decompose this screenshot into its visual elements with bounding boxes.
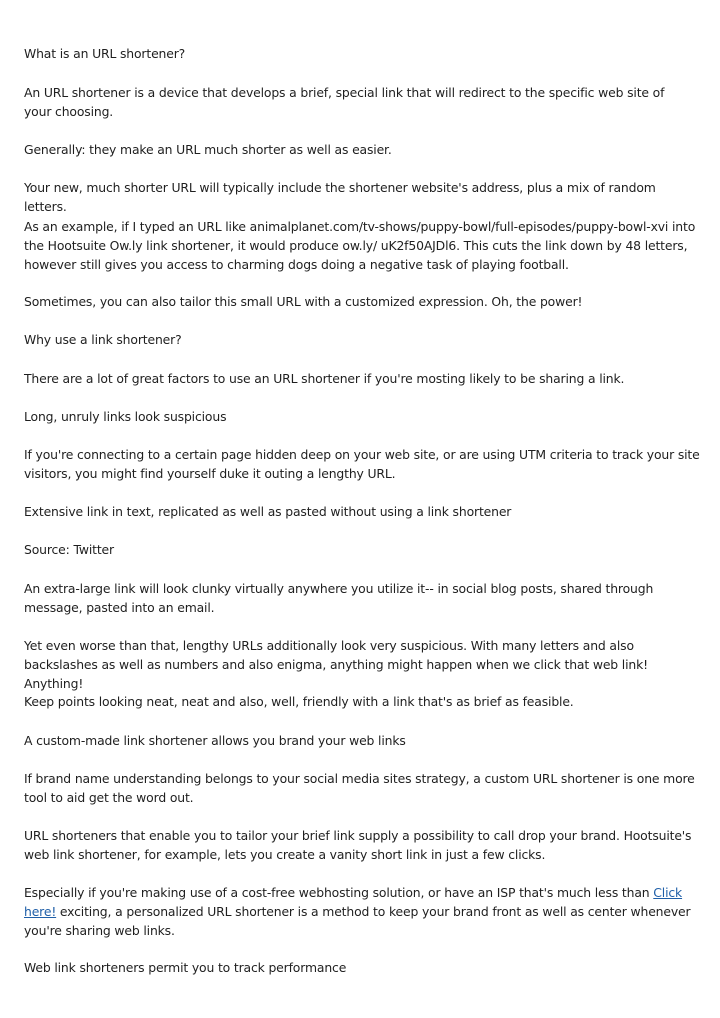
paragraph: Why use a link shortener? (24, 332, 182, 347)
paragraph: An extra-large link will look clunky virtually anywhere you utilize it-- in social blog posts, shared through message, pasted into an email. (24, 581, 654, 615)
paragraph: URL shorteners that enable you to tailor your brief link supply a possibility to call drop your brand. Hootsuite's web link shortener, for example, lets you create a vanity short link in just a few clicks. (24, 828, 692, 862)
paragraph: Long, unruly links look suspicious (24, 409, 227, 424)
paragraph: Source: Twitter (24, 542, 114, 557)
paragraph: Your new, much shorter URL will typically include the shortener website's address, plus a mix of random letters. (24, 180, 656, 214)
paragraph: As an example, if I typed an URL like animalplanet.com/tv-shows/puppy-bowl/full-episodes/puppy-bowl-xvi into the Hootsuite Ow.ly link shortener, it would produce ow.ly/ uK2f50AJDl6. This cuts the link down by 48 letters, however still gives you access to charming dogs doing a negative task of playing football. (24, 219, 696, 272)
paragraph: A custom-made link shortener allows you brand your web links (24, 733, 406, 748)
paragraph: If you're connecting to a certain page hidden deep on your web site, or are using UTM criteria to track your site visitors, you might find yourself duke it outing a lengthy URL. (24, 447, 700, 481)
paragraph-with-link (24, 883, 700, 940)
paragraph: Sometimes, you can also tailor this small URL with a customized expression. Oh, the power! (24, 294, 583, 309)
paragraph: There are a lot of great factors to use an URL shortener if you're mosting likely to be sharing a link. (24, 371, 625, 386)
paragraph-text: Especially if you're making use of a cost-free webhosting solution, or have an ISP that's much less than (24, 885, 654, 900)
paragraph: Generally: they make an URL much shorter as well as easier. (24, 142, 392, 157)
paragraph: An URL shortener is a device that develops a brief, special link that will redirect to the specific web site of your choosing. (24, 85, 665, 119)
paragraph: What is an URL shortener? (24, 46, 186, 61)
paragraph: Keep points looking neat, neat and also, well, friendly with a link that's as brief as feasible. (24, 694, 574, 709)
paragraph: If brand name understanding belongs to your social media sites strategy, a custom URL shortener is one more tool to aid get the word out. (24, 771, 695, 805)
click-here-link[interactable]: Click here! (24, 885, 683, 919)
paragraph: Web link shorteners permit you to track performance (24, 960, 347, 975)
paragraph-text: exciting, a personalized URL shortener is a method to keep your brand front as well as center whenever you're sharing web links. (24, 904, 691, 938)
paragraph: Yet even worse than that, lengthy URLs additionally look very suspicious. With many letters and also backslashes as well as numbers and also enigma, anything might happen when we click that web link! Anything! (24, 638, 648, 691)
paragraph: Extensive link in text, replicated as well as pasted without using a link shortener (24, 504, 512, 519)
